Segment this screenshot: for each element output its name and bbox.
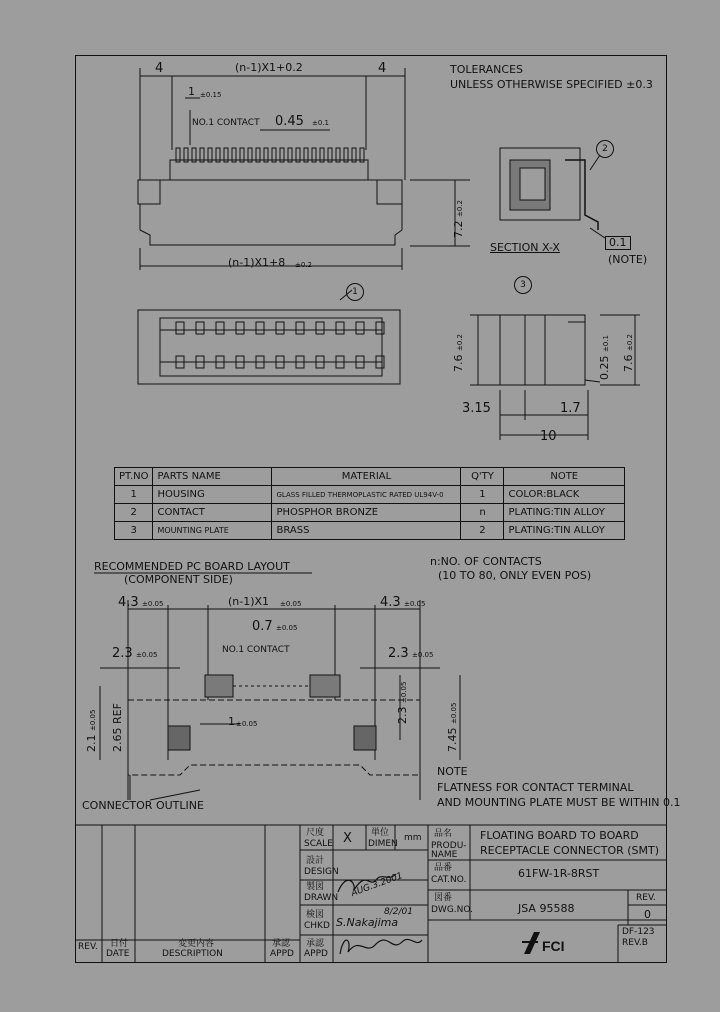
pcb-dim-2-1: [85, 710, 98, 752]
flatness-val: 0.1: [609, 236, 627, 249]
cell-qty: 2: [461, 522, 504, 540]
tb-drawn-jp: 製図: [306, 882, 325, 892]
tolerances-text: UNLESS OTHERWISE SPECIFIED ±0.3: [450, 78, 653, 91]
table-row: [115, 522, 625, 540]
side-view-drawing: [470, 315, 640, 440]
pcb-dim-pad-len-tol: ±0.05: [400, 681, 408, 703]
pcb-dim-ref: 2.65 REF: [111, 703, 124, 752]
pcb-dim-pitch: 1: [228, 715, 235, 728]
balloon-2: 2: [596, 140, 614, 158]
tb-chkd-date: 8/2/01: [384, 907, 413, 917]
pcb-dim-2-3-left-tol: ±0.05: [136, 651, 158, 659]
cell-ptno: 2: [115, 504, 153, 522]
dim-side-height-right-tol: ±0.2: [626, 334, 634, 351]
connector-outline-label: CONNECTOR OUTLINE: [82, 799, 204, 812]
tb-dwg-val: JSA 95588: [518, 902, 575, 915]
dim-overall-tol: ±0.2: [295, 261, 312, 269]
tb-scale-jp: 尺度: [306, 828, 325, 838]
tb-design-jp: 設計: [306, 856, 325, 866]
tb-scale-en: SCALE: [304, 839, 333, 849]
dim-front-height-tol: ±0.2: [456, 200, 464, 217]
signature-design: [338, 874, 396, 892]
table-row: [115, 504, 625, 522]
note-line2: AND MOUNTING PLATE MUST BE WITHIN 0.1: [437, 796, 681, 809]
pcb-dim-7-45-tol: ±0.05: [450, 702, 458, 724]
dim-side-small: [598, 335, 611, 380]
tb-prod-en: PRODU-NAME: [431, 841, 467, 860]
tolerances-title: TOLERANCES: [450, 63, 524, 76]
tb-desc-en: DESCRIPTION: [162, 949, 223, 959]
cell-qty: n: [461, 504, 504, 522]
tb-cat-val: 61FW-1R-8RST: [518, 867, 600, 880]
tb-form-no: DF-123: [622, 927, 655, 937]
tb-cat-en: CAT.NO.: [431, 875, 467, 885]
dim-side-height-left-tol: ±0.2: [456, 334, 464, 351]
tb-unit-en: DIMEN: [368, 839, 398, 849]
cell-ptno: 1: [115, 486, 153, 504]
tb-signatures: [336, 852, 426, 962]
cell-material: GLASS FILLED THERMOPLASTIC RATED UL94V-0: [272, 486, 461, 504]
top-pin: [216, 322, 224, 334]
th-parts-name: PARTS NAME: [153, 468, 272, 486]
front-no1-contact: NO.1 CONTACT: [192, 118, 260, 128]
dim-side-b: 1.7: [560, 401, 581, 416]
tb-design-en: DESIGN: [304, 867, 339, 877]
pcb-dim-2-1-tol: ±0.05: [89, 709, 97, 731]
tb-prod-jp: 品名: [434, 829, 453, 839]
dim-side-height-left: [452, 334, 465, 372]
pcb-dim-2-3-right: 2.3: [388, 646, 409, 661]
note-title: NOTE: [437, 765, 468, 778]
tb-appd-en: APPD: [270, 949, 294, 959]
tb-dwg-jp: 図番: [434, 893, 453, 903]
pcb-no1-contact: NO.1 CONTACT: [222, 645, 290, 655]
cell-material: PHOSPHOR BRONZE: [272, 504, 461, 522]
dim-contact-width: 0.45: [275, 114, 304, 129]
parts-table: [114, 467, 625, 540]
note-ref: (NOTE): [608, 253, 648, 266]
tb-rev-top: REV.: [636, 893, 656, 903]
cell-note: PLATING:TIN ALLOY: [504, 522, 625, 540]
note-line1: FLATNESS FOR CONTACT TERMINAL: [437, 781, 634, 794]
top-pin: [356, 322, 364, 334]
pcb-dim-right-tol: ±0.05: [404, 600, 426, 608]
dim-contact-width-tol: ±0.1: [312, 119, 329, 127]
dim-overall: (n-1)X1+8: [228, 256, 286, 269]
dim-front-height: [452, 200, 465, 238]
dim-side-a: 3.15: [462, 401, 491, 416]
pcb-dim-span-tol: ±0.05: [280, 600, 302, 608]
tb-appd-jp: 承認: [272, 939, 291, 949]
tb-unit-jp: 単位: [371, 828, 390, 838]
dim-pitch-span: (n-1)X1+0.2: [235, 61, 303, 74]
tb-rev-val: 0: [644, 908, 651, 921]
pcb-dim-pad-width: 0.7: [252, 619, 273, 634]
pcb-layout-title: RECOMMENDED PC BOARD LAYOUT: [94, 560, 290, 573]
front-view-drawing: [138, 68, 470, 270]
dim-pitch-tol: ±0.15: [200, 91, 222, 99]
tb-drawn-date: AUG.3.2001: [349, 871, 405, 899]
tb-unit-val: mm: [404, 833, 422, 843]
dim-right-4: 4: [378, 61, 387, 76]
dim-left-4: 4: [155, 61, 164, 76]
pcb-dim-pad-len: [396, 682, 409, 724]
dim-side-height-right: [622, 334, 635, 372]
signature-appd: [340, 939, 422, 954]
pcb-dim-pad-width-tol: ±0.05: [276, 624, 298, 632]
parts-table-header: [115, 468, 625, 486]
pcb-dim-right: 4.3: [380, 595, 401, 610]
top-pin: [256, 322, 264, 334]
pcb-dim-span: (n-1)X1: [228, 595, 270, 608]
tb-appd2-en: APPD: [304, 949, 328, 959]
dim-side-small-val: 0.25: [598, 355, 611, 380]
th-ptno: PT.NO: [115, 468, 153, 486]
tb-desc-jp: 変更内容: [178, 939, 215, 949]
top-pin: [336, 322, 344, 334]
top-pin: [176, 322, 184, 334]
cell-note: COLOR:BLACK: [504, 486, 625, 504]
cell-note: PLATING:TIN ALLOY: [504, 504, 625, 522]
contacts-note-line2: (10 TO 80, ONLY EVEN POS): [438, 569, 592, 582]
dim-side-height-left-val: 7.6: [452, 354, 465, 372]
pcb-dim-left-tol: ±0.05: [142, 600, 164, 608]
top-view-pins: [176, 322, 384, 368]
tb-appd2-jp: 承認: [306, 939, 325, 949]
tb-prod-line2: RECEPTACLE CONNECTOR (SMT): [480, 844, 660, 857]
th-qty: Q'TY: [461, 468, 504, 486]
pcb-dim-pitch-tol: ±0.05: [236, 720, 258, 728]
fci-logo: [520, 930, 580, 958]
tb-date-en: DATE: [106, 949, 130, 959]
pcb-layout-subtitle: (COMPONENT SIDE): [124, 573, 233, 586]
dim-side-total: 10: [540, 429, 557, 444]
fci-logo-mark-icon: [520, 930, 542, 956]
section-view-drawing: [500, 148, 605, 238]
tb-dwg-en: DWG.NO.: [431, 905, 473, 915]
tb-prod-line1: FLOATING BOARD TO BOARD: [480, 829, 639, 842]
top-pin: [376, 322, 384, 334]
section-label: SECTION X-X: [490, 241, 560, 254]
th-material: MATERIAL: [272, 468, 461, 486]
cell-parts-name: MOUNTING PLATE: [153, 522, 272, 540]
top-pin: [276, 322, 284, 334]
pcb-dim-2-3-left: 2.3: [112, 646, 133, 661]
top-pin: [296, 322, 304, 334]
th-note: NOTE: [504, 468, 625, 486]
pcb-dim-left: 4.3: [118, 595, 139, 610]
tb-cat-jp: 品番: [434, 863, 453, 873]
tb-chkd-jp: 検図: [306, 910, 325, 920]
balloon-3: 3: [514, 276, 532, 294]
dim-pitch: 1: [188, 85, 195, 98]
cell-qty: 1: [461, 486, 504, 504]
pcb-dim-7-45: [446, 703, 459, 752]
cell-ptno: 3: [115, 522, 153, 540]
fci-logo-text: FCI: [542, 938, 565, 954]
pcb-dim-2-3-right-tol: ±0.05: [412, 651, 434, 659]
flatness-box: [605, 236, 631, 250]
cell-parts-name: HOUSING: [153, 486, 272, 504]
top-pin: [316, 322, 324, 334]
cell-material: BRASS: [272, 522, 461, 540]
balloon-1: 1: [346, 283, 364, 301]
tb-rev-label: REV.: [78, 942, 98, 952]
cell-parts-name: CONTACT: [153, 504, 272, 522]
top-pin: [236, 322, 244, 334]
tb-chkd-en: CHKD: [304, 921, 330, 931]
contacts-note-line1: n:NO. OF CONTACTS: [430, 555, 542, 568]
tb-date-jp: 日付: [110, 939, 129, 949]
table-row: [115, 486, 625, 504]
dim-side-height-right-val: 7.6: [622, 354, 635, 372]
tb-scale-val: X: [343, 831, 352, 846]
tb-chkd-name: S.Nakajima: [336, 916, 399, 929]
top-view-drawing: [138, 290, 400, 384]
top-pin: [196, 322, 204, 334]
pcb-dim-pad-len-val: 2.3: [396, 706, 409, 724]
tb-form-rev: REV.B: [622, 938, 648, 948]
pcb-dim-2-1-val: 2.1: [85, 734, 98, 752]
tb-drawn-en: DRAWN: [304, 893, 339, 903]
dim-front-height-val: 7.2: [452, 220, 465, 238]
dim-side-small-tol: ±0.1: [602, 335, 610, 352]
pcb-dim-7-45-val: 7.45: [446, 727, 459, 752]
